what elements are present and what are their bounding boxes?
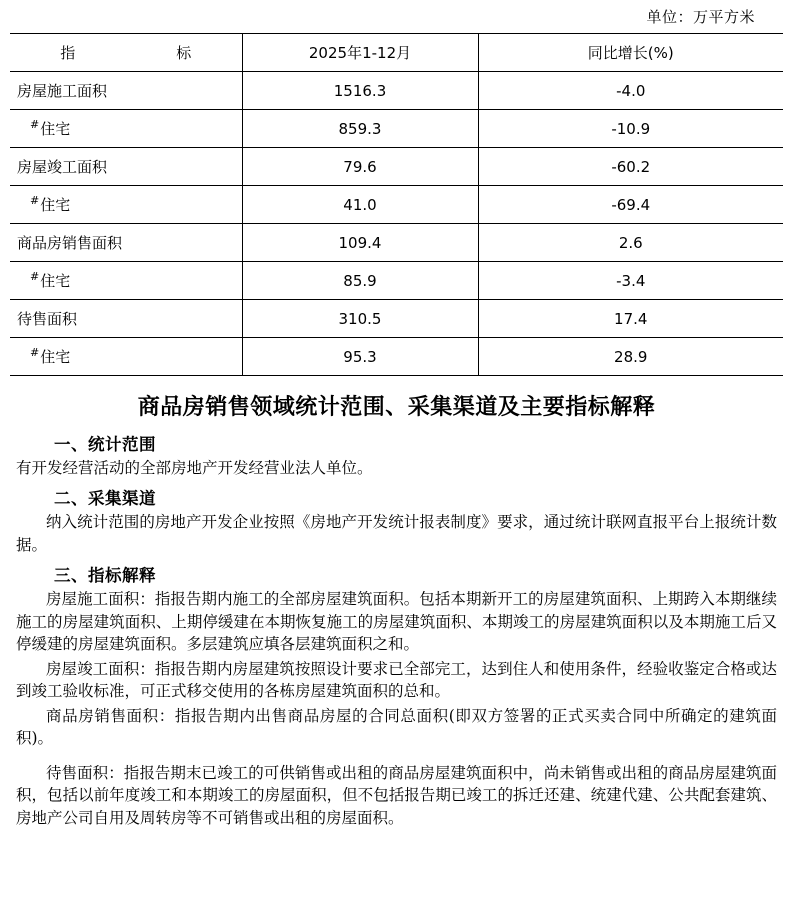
- row-sup-marker: #: [30, 346, 40, 359]
- column-header-indicator: 指 标: [10, 34, 242, 72]
- spacer: [10, 752, 783, 760]
- unit-note: 单位：万平方米: [646, 8, 755, 26]
- statistics-table: [10, 33, 783, 376]
- row-label-text: 住宅: [40, 272, 71, 290]
- row-growth: -10.9: [478, 110, 783, 148]
- row-growth: -69.4: [478, 186, 783, 224]
- column-header-growth: 同比增长(%): [478, 34, 783, 72]
- row-label-text: 商品房销售面积: [17, 234, 123, 252]
- table-header-row: [10, 34, 783, 72]
- row-label: [10, 148, 242, 186]
- definition-completed-area: 房屋竣工面积：指报告期内房屋建筑按照设计要求已全部完工，达到住人和使用条件，经验收鉴定合格或达到竣工验收标准，可正式移交使用的各栋房屋建筑面积的总和。: [16, 659, 777, 701]
- section-paragraph: 有开发经营活动的全部房地产开发经营业法人单位。: [16, 459, 373, 477]
- table-row: [10, 338, 783, 376]
- row-sup-marker: #: [30, 270, 40, 283]
- definition-construction-area: 房屋施工面积：指报告期内施工的全部房屋建筑面积。包括本期新开工的房屋建筑面积、上期跨入本期继续施工的房屋建筑面积、上期停缓建在本期恢复施工的房屋建筑面积、本期竣工的房屋建筑面积以及本期施工后又停缓建的房屋建筑面积。多层建筑应填各层建筑面积之和。: [16, 590, 777, 654]
- section-paragraph: 纳入统计范围的房地产开发企业按照《房地产开发统计报表制度》要求，通过统计联网直报平台上报统计数据。: [16, 513, 777, 554]
- row-label-text: 房屋竣工面积: [17, 158, 108, 176]
- row-value: 310.5: [242, 300, 478, 338]
- table-row: [10, 110, 783, 148]
- section-definitions: [10, 562, 783, 829]
- row-growth: -60.2: [478, 148, 783, 186]
- row-label-text: 住宅: [40, 196, 71, 214]
- row-value: 79.6: [242, 148, 478, 186]
- definition-sold-area: 商品房销售面积：指报告期内出售商品房屋的合同总面积(即双方签署的正式买卖合同中所确定的建筑面积)。: [16, 706, 777, 748]
- table-row: [10, 300, 783, 338]
- table-row: [10, 148, 783, 186]
- section-heading: 三、指标解释: [54, 566, 156, 586]
- row-sup-marker: #: [30, 194, 40, 207]
- row-label-text: 住宅: [40, 348, 71, 366]
- row-value: 109.4: [242, 224, 478, 262]
- row-label: [10, 262, 242, 300]
- table-row: [10, 262, 783, 300]
- row-value: 1516.3: [242, 72, 478, 110]
- column-header-period: 2025年1-12月: [242, 34, 478, 72]
- table-row: [10, 224, 783, 262]
- row-label-text: 住宅: [40, 120, 71, 138]
- section-heading: 一、统计范围: [54, 435, 156, 454]
- row-label: [10, 338, 242, 376]
- row-growth: -3.4: [478, 262, 783, 300]
- row-label-text: 待售面积: [17, 310, 78, 328]
- row-label: [10, 300, 242, 338]
- table-row: [10, 72, 783, 110]
- row-growth: 2.6: [478, 224, 783, 262]
- row-label-text: 房屋施工面积: [17, 82, 108, 100]
- section-heading: 二、采集渠道: [54, 489, 156, 509]
- definition-unsold-area: 待售面积：指报告期末已竣工的可供销售或出租的商品房屋建筑面积中，尚未销售或出租的商品房屋建筑面积，包括以前年度竣工和本期竣工的房屋面积，但不包括报告期已竣工的拆迁还建、统建代建、公共配套建筑、房地产公司自用及周转房等不可销售或出租的房屋面积。: [16, 763, 777, 827]
- row-label: [10, 224, 242, 262]
- row-label: [10, 186, 242, 224]
- row-growth: 28.9: [478, 338, 783, 376]
- row-sup-marker: #: [30, 118, 40, 131]
- section-channel: [10, 485, 783, 556]
- table-row: [10, 186, 783, 224]
- row-label: [10, 110, 242, 148]
- row-growth: 17.4: [478, 300, 783, 338]
- section-scope: [10, 431, 783, 479]
- row-value: 95.3: [242, 338, 478, 376]
- page-title: 商品房销售领域统计范围、采集渠道及主要指标解释: [137, 394, 656, 420]
- row-label: [10, 72, 242, 110]
- row-value: 859.3: [242, 110, 478, 148]
- row-value: 41.0: [242, 186, 478, 224]
- row-value: 85.9: [242, 262, 478, 300]
- row-growth: -4.0: [478, 72, 783, 110]
